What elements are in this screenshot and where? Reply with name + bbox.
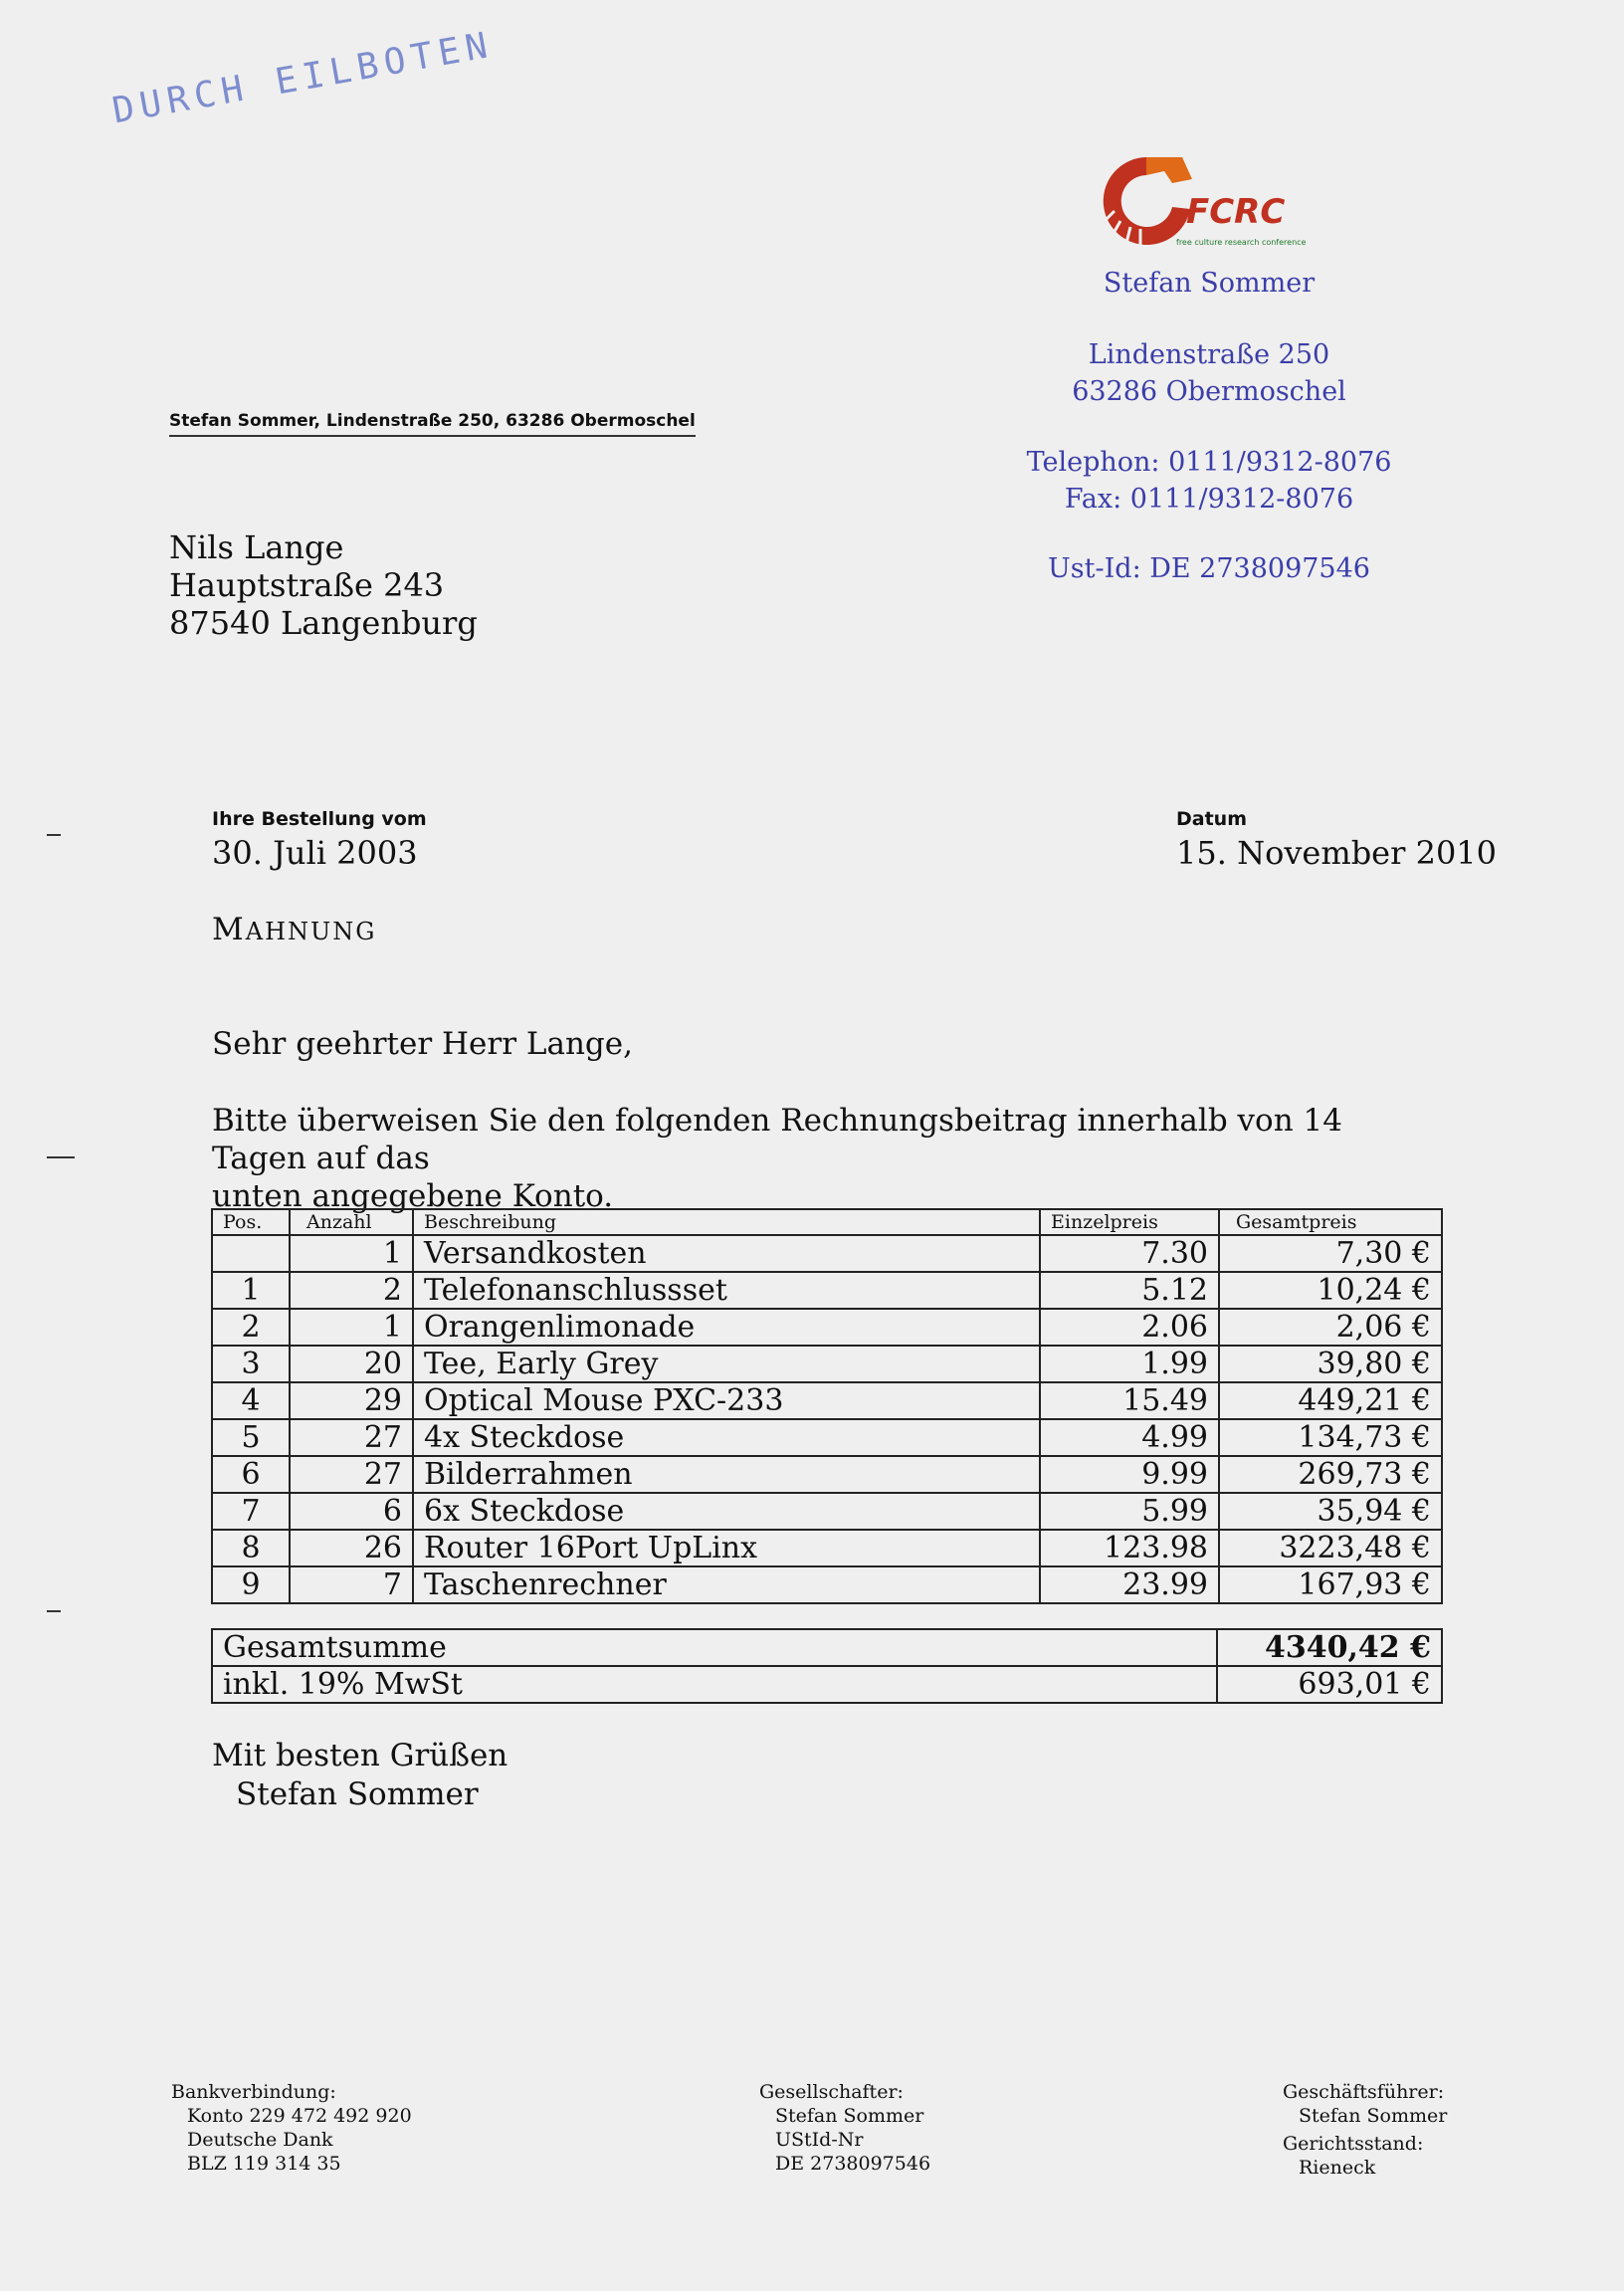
cell-total-price: 39,80 €: [1219, 1346, 1442, 1382]
vat-label: inkl. 19% MwSt: [212, 1666, 1217, 1703]
partner-ustid: DE 2738097546: [775, 2153, 931, 2175]
table-row: [212, 1346, 1442, 1382]
cell-qty: 27: [290, 1419, 413, 1456]
letterhead-address: [975, 336, 1443, 410]
letterhead-city: 63286 Obermoschel: [1072, 376, 1346, 407]
cell-qty: 26: [290, 1530, 413, 1566]
cell-qty: 29: [290, 1382, 413, 1419]
closing: Mit besten Grüßen: [212, 1738, 508, 1773]
letterhead-ustid: Ust-Id: DE 2738097546: [1048, 553, 1370, 584]
cell-total-price: 35,94 €: [1219, 1493, 1442, 1530]
cell-qty: 2: [290, 1272, 413, 1309]
cell-unit-price: 123.98: [1040, 1530, 1219, 1566]
letterhead-street: Lindenstraße 250: [1088, 339, 1330, 370]
vat-value: 693,01 €: [1217, 1666, 1442, 1703]
cell-desc: Router 16Port UpLinx: [413, 1530, 1040, 1566]
letterhead-name: Stefan Sommer: [1103, 268, 1316, 299]
table-row: [212, 1235, 1442, 1272]
cell-desc: Telefonanschlussset: [413, 1272, 1040, 1309]
letterhead-phone: Telephon: 0111/9312-8076: [1026, 447, 1392, 478]
recipient-street: Hauptstraße 243: [169, 566, 445, 604]
cell-unit-price: 15.49: [1040, 1382, 1219, 1419]
body-line-2: unten angegebene Konto.: [212, 1178, 614, 1214]
cell-total-price: 134,73 €: [1219, 1419, 1442, 1456]
cell-pos: [212, 1235, 290, 1272]
cell-unit-price: 4.99: [1040, 1419, 1219, 1456]
logo-arc-icon: [1103, 157, 1192, 247]
logo-tagline: free culture research conference: [1176, 238, 1307, 247]
cell-desc: Optical Mouse PXC-233: [413, 1382, 1040, 1419]
letterhead: [975, 265, 1443, 302]
cell-total-price: 10,24 €: [1219, 1272, 1442, 1309]
totals-table: [211, 1628, 1443, 1704]
subject-initial: M: [212, 912, 246, 947]
subject-rest: AHNUNG: [245, 918, 377, 945]
cell-pos: 4: [212, 1382, 290, 1419]
cell-qty: 7: [290, 1566, 413, 1603]
footer-bank: [171, 2080, 412, 2176]
cell-total-price: 7,30 €: [1219, 1235, 1442, 1272]
court-name: Rieneck: [1299, 2157, 1376, 2179]
cell-unit-price: 5.12: [1040, 1272, 1219, 1309]
cell-pos: 9: [212, 1566, 290, 1603]
cell-unit-price: 2.06: [1040, 1309, 1219, 1346]
fcrc-logo: [1095, 149, 1329, 253]
col-header-qty: Anzahl: [290, 1209, 413, 1235]
manager-name: Stefan Sommer: [1299, 2105, 1448, 2127]
order-date: 30. Juli 2003: [212, 834, 418, 872]
cell-qty: 1: [290, 1309, 413, 1346]
cell-unit-price: 5.99: [1040, 1493, 1219, 1530]
invoice-table: [211, 1208, 1443, 1604]
col-header-total: Gesamtpreis: [1219, 1209, 1442, 1235]
col-header-unit: Einzelpreis: [1040, 1209, 1219, 1235]
table-row: [212, 1530, 1442, 1566]
sender-return-line: Stefan Sommer, Lindenstraße 250, 63286 Obermoschel: [169, 411, 696, 437]
cell-desc: Versandkosten: [413, 1235, 1040, 1272]
cell-unit-price: 23.99: [1040, 1566, 1219, 1603]
table-row: [212, 1493, 1442, 1530]
cell-total-price: 449,21 €: [1219, 1382, 1442, 1419]
cell-pos: 8: [212, 1530, 290, 1566]
table-row: [212, 1566, 1442, 1603]
recipient-city: 87540 Langenburg: [169, 604, 478, 642]
table-row: [212, 1456, 1442, 1493]
cell-pos: 3: [212, 1346, 290, 1382]
footer-partner: [759, 2080, 930, 2176]
salutation: Sehr geehrter Herr Lange,: [212, 1026, 633, 1062]
recipient-address: [169, 528, 478, 642]
letterhead-fax: Fax: 0111/9312-8076: [1064, 484, 1354, 515]
partner-title: Gesellschafter:: [759, 2081, 904, 2103]
bank-account: Konto 229 472 492 920: [187, 2105, 412, 2127]
cell-desc: Orangenlimonade: [413, 1309, 1040, 1346]
bank-title: Bankverbindung:: [171, 2081, 336, 2103]
cell-total-price: 3223,48 €: [1219, 1530, 1442, 1566]
express-stamp: DURCH EILBOTEN: [109, 24, 497, 132]
total-row: [212, 1629, 1442, 1666]
cell-qty: 1: [290, 1235, 413, 1272]
cell-desc: Bilderrahmen: [413, 1456, 1040, 1493]
cell-desc: 4x Steckdose: [413, 1419, 1040, 1456]
fold-mark: [47, 834, 61, 836]
order-date-label: Ihre Bestellung vom: [212, 808, 427, 830]
cell-desc: 6x Steckdose: [413, 1493, 1040, 1530]
bank-blz: BLZ 119 314 35: [187, 2153, 341, 2175]
cell-pos: 7: [212, 1493, 290, 1530]
subject: [212, 912, 376, 947]
cell-qty: 27: [290, 1456, 413, 1493]
cell-desc: Tee, Early Grey: [413, 1346, 1040, 1382]
cell-unit-price: 9.99: [1040, 1456, 1219, 1493]
court-title: Gerichtsstand:: [1283, 2133, 1424, 2155]
signature-name: Stefan Sommer: [236, 1776, 479, 1812]
cell-pos: 2: [212, 1309, 290, 1346]
table-row: [212, 1309, 1442, 1346]
cell-qty: 6: [290, 1493, 413, 1530]
col-header-desc: Beschreibung: [413, 1209, 1040, 1235]
cell-total-price: 167,93 €: [1219, 1566, 1442, 1603]
cell-pos: 6: [212, 1456, 290, 1493]
fold-mark: [47, 1610, 61, 1612]
cell-pos: 1: [212, 1272, 290, 1309]
date-label: Datum: [1176, 808, 1247, 830]
footer-manager: [1283, 2080, 1447, 2180]
recipient-name: Nils Lange: [169, 528, 344, 566]
punch-mark: [47, 1156, 75, 1158]
table-row: [212, 1382, 1442, 1419]
vat-row: [212, 1666, 1442, 1703]
cell-unit-price: 7.30: [1040, 1235, 1219, 1272]
letterhead-contact: [975, 444, 1443, 518]
partner-ustid-label: UStId-Nr: [775, 2129, 864, 2151]
cell-unit-price: 1.99: [1040, 1346, 1219, 1382]
total-value: 4340,42 €: [1217, 1629, 1442, 1666]
body-line-1: Bitte überweisen Sie den folgenden Rechnungsbeitrag innerhalb von 14 Tagen auf das: [212, 1103, 1342, 1176]
table-row: [212, 1272, 1442, 1309]
table-header-row: [212, 1209, 1442, 1235]
cell-desc: Taschenrechner: [413, 1566, 1040, 1603]
manager-title: Geschäftsführer:: [1283, 2081, 1445, 2103]
table-row: [212, 1419, 1442, 1456]
letter-date: 15. November 2010: [1176, 834, 1498, 872]
cell-total-price: 269,73 €: [1219, 1456, 1442, 1493]
cell-qty: 20: [290, 1346, 413, 1382]
partner-name: Stefan Sommer: [775, 2105, 924, 2127]
body-text: [212, 1102, 1436, 1215]
cell-total-price: 2,06 €: [1219, 1309, 1442, 1346]
bank-name: Deutsche Dank: [187, 2129, 333, 2151]
logo-text: FCRC: [1186, 192, 1286, 232]
cell-pos: 5: [212, 1419, 290, 1456]
total-label: Gesamtsumme: [212, 1629, 1217, 1666]
col-header-pos: Pos.: [212, 1209, 290, 1235]
